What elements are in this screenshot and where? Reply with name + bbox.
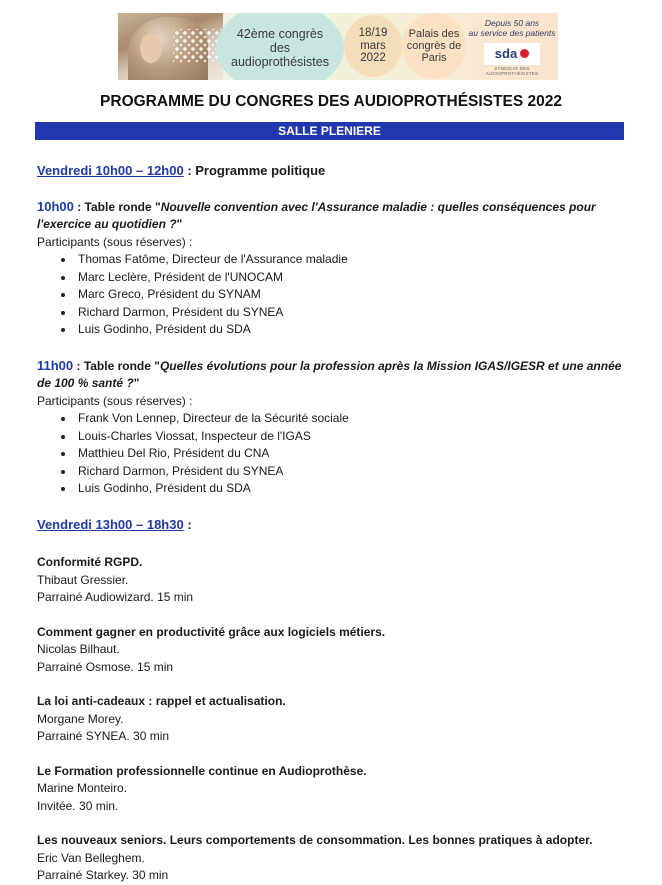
banner-place-line: Paris <box>421 52 447 65</box>
participant-item: Matthieu Del Rio, Président du CNA <box>61 445 627 463</box>
talk-speaker: Thibaut Gressier. <box>37 572 129 587</box>
round-table <box>37 198 627 339</box>
talk-title: Comment gagner en productivité grâce aux logiciels métiers. <box>37 624 386 639</box>
talk-speaker: Marine Monteiro. <box>37 781 128 795</box>
session-heading-text: : Programme politique <box>183 163 326 178</box>
talk-title: Conformité RGPD. <box>37 555 143 569</box>
section-bar: SALLE PLENIERE <box>35 122 624 140</box>
banner-place-line: congrès de <box>406 39 462 52</box>
banner-photo <box>118 13 223 80</box>
talk-item <box>37 763 627 816</box>
participant-item: Richard Darmon, Président du SYNEA <box>61 304 627 322</box>
talk-item <box>37 624 627 677</box>
talk-item <box>37 554 627 607</box>
talk-item <box>37 693 627 746</box>
participant-item: Marc Greco, Président du SYNAM <box>61 286 627 304</box>
talk-note: Parrainé SYNEA. 30 min <box>37 729 170 743</box>
session-heading-afternoon <box>37 516 627 534</box>
sda-tagline-line: Depuis 50 ans <box>484 18 540 28</box>
participant-item: Luis Godinho, Président du SDA <box>61 480 627 498</box>
banner-date-line: 18/19 <box>358 26 388 39</box>
banner-congress-line: 42ème congrès <box>236 27 324 41</box>
sda-logo-subtitle: SYNDICAT DES AUDIOPROTHÉSISTES <box>485 65 539 76</box>
talk-speaker: Nicolas Bilhaut. <box>37 642 120 656</box>
talk-note: Parrainé Starkey. 30 min <box>37 868 169 882</box>
participants-list <box>37 410 627 498</box>
round-table-title <box>37 198 627 234</box>
talk-note: Parrainé Osmose. 15 min <box>37 659 174 674</box>
round-table-title <box>37 357 627 393</box>
participant-item: Frank Von Lennep, Directeur de la Sécurité sociale <box>61 410 627 428</box>
sda-logo-text: sda <box>494 46 518 62</box>
banner-photo-sparkles <box>173 29 221 63</box>
participant-item: Luis Godinho, Président du SDA <box>61 321 627 339</box>
banner-photo-ear <box>140 33 162 63</box>
talk-note: Invitée. 30 min. <box>37 798 119 813</box>
round-table-quote: " <box>133 376 140 390</box>
session-time-link[interactable]: Vendredi 10h00 – 12h00 <box>37 163 184 178</box>
round-table-time: 10h00 <box>37 198 74 214</box>
banner-date-bubble <box>344 15 402 77</box>
round-table-label: : Table ronde " <box>73 358 160 373</box>
banner-place-line: Palais des <box>408 27 460 40</box>
banner-congress-line: des <box>269 41 291 55</box>
talk-speaker: Morgane Morey. <box>37 711 124 726</box>
participant-item: Louis-Charles Viossat, Inspecteur de l'IGAS <box>61 428 627 446</box>
round-table-topic: Quelles évolutions pour la profession après la Mission IGAS/IGESR et une année de 100 % santé ? <box>37 358 622 390</box>
talk-note: Parrainé Audiowizard. 15 min <box>37 590 194 604</box>
participant-item: Marc Leclère, Président de l'UNOCAM <box>61 269 627 287</box>
participant-item: Richard Darmon, Président du SYNEA <box>61 463 627 481</box>
round-table-topic: Nouvelle convention avec l'Assurance maladie : quelles conséquences pour l'exercice au quotidien ? <box>37 199 596 231</box>
banner-congress-line: audioprothésistes <box>231 55 329 69</box>
sda-logo <box>484 43 540 65</box>
round-table-time: 11h00 <box>37 357 74 373</box>
programme-content <box>37 162 627 885</box>
talk-title: Les nouveaux seniors. Leurs comportements de consommation. Les bonnes pratiques à adopter. <box>37 833 593 847</box>
round-table-label: : Table ronde " <box>73 199 161 214</box>
participants-list <box>37 251 627 339</box>
banner-date-line: 2022 <box>360 52 386 65</box>
sda-tagline <box>468 19 556 39</box>
talk-title: Le Formation professionnelle continue en Audioprothèse. <box>37 763 367 778</box>
banner-congress-bubble <box>216 13 344 80</box>
participants-label: Participants (sous réserves) : <box>37 393 193 408</box>
participant-item: Thomas Fatôme, Directeur de l'Assurance maladie <box>61 251 627 269</box>
session-heading-text: : <box>183 516 192 532</box>
congress-banner <box>118 13 558 80</box>
sda-tagline-line: au service des patients <box>468 27 556 38</box>
banner-place-bubble <box>402 13 466 79</box>
document-title: PROGRAMME DU CONGRES DES AUDIOPROTHÉSISTES 2022 <box>100 93 562 110</box>
session-heading-morning <box>37 162 627 180</box>
talk-item <box>37 832 627 885</box>
session-time-link[interactable]: Vendredi 13h00 – 18h30 <box>37 516 184 532</box>
round-table <box>37 357 627 498</box>
participants-label: Participants (sous réserves) : <box>37 234 193 249</box>
banner-date-line: mars <box>360 39 386 52</box>
talk-speaker: Eric Van Belleghem. <box>37 850 145 865</box>
talk-title: La loi anti-cadeaux : rappel et actualisation. <box>37 694 286 708</box>
round-table-quote: " <box>176 217 183 231</box>
sda-logo-dot-icon <box>520 49 529 58</box>
sda-block <box>468 19 556 77</box>
